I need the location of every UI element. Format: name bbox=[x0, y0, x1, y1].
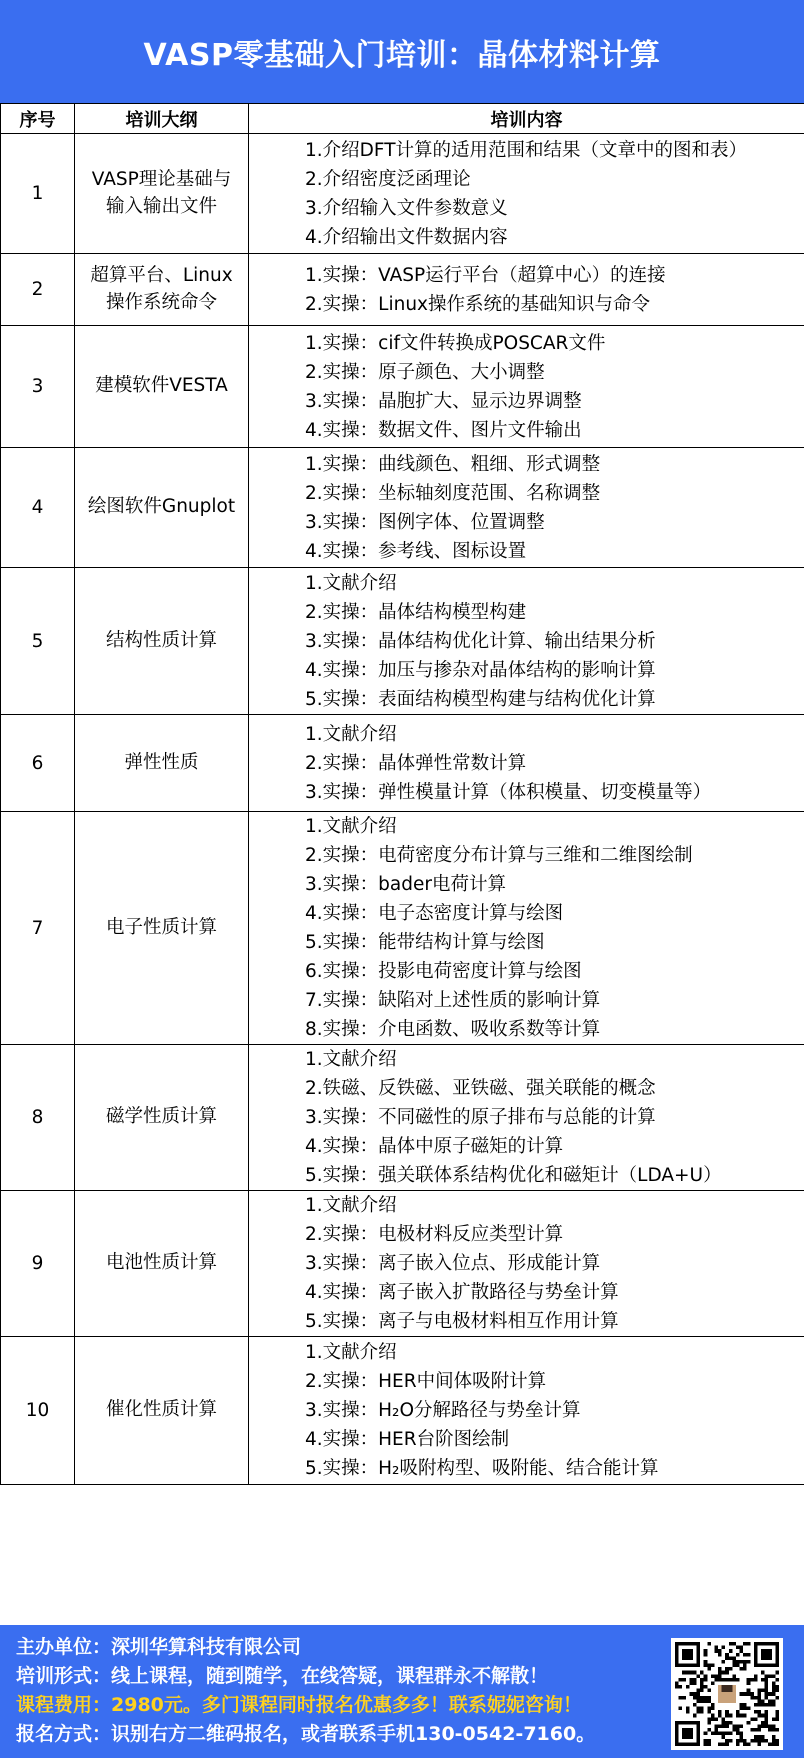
row-content bbox=[249, 1191, 804, 1337]
table-row bbox=[1, 1191, 804, 1337]
content-item: 2.实操：坐标轴刻度范围、名称调整 bbox=[305, 482, 601, 504]
table-row bbox=[1, 1337, 804, 1485]
row-topic bbox=[75, 448, 249, 568]
topic-line: 建模软件VESTA bbox=[95, 375, 228, 397]
topic-line: 绘图软件Gnuplot bbox=[87, 496, 236, 518]
content-item: 3.实操：图例字体、位置调整 bbox=[305, 511, 545, 533]
content-item: 1.文献介绍 bbox=[305, 816, 397, 837]
row-content bbox=[249, 134, 804, 254]
content-item: 2.实操：原子颜色、大小调整 bbox=[305, 361, 545, 383]
content-item: 4.实操：数据文件、图片文件输出 bbox=[305, 419, 582, 441]
topic-line: 结构性质计算 bbox=[105, 629, 217, 651]
format-text: 培训形式：线上课程，随到随学，在线答疑，课程群永不解散！ bbox=[16, 1665, 549, 1687]
content-item: 3.实操：不同磁性的原子排布与总能的计算 bbox=[305, 1107, 656, 1128]
content-item: 5.实操：能带结构计算与绘图 bbox=[305, 932, 545, 953]
content-item: 2.实操：Linux操作系统的基础知识与命令 bbox=[305, 293, 650, 315]
content-item: 5.实操：H₂吸附构型、吸附能、结合能计算 bbox=[305, 1458, 659, 1479]
content-item: 1.实操：cif文件转换成POSCAR文件 bbox=[305, 332, 606, 354]
training-outline-table bbox=[0, 103, 804, 1485]
row-number: 5 bbox=[1, 568, 75, 715]
page-title: VASP零基础入门培训：晶体材料计算 bbox=[143, 37, 661, 73]
table-row bbox=[1, 134, 804, 254]
topic-line: 超算平台、Linux bbox=[90, 264, 233, 286]
content-item: 1.文献介绍 bbox=[305, 723, 397, 745]
topic-line: 磁学性质计算 bbox=[105, 1106, 217, 1128]
row-number: 10 bbox=[1, 1337, 75, 1485]
row-number: 7 bbox=[1, 812, 75, 1045]
organizer-text: 主办单位：深圳华算科技有限公司 bbox=[16, 1636, 302, 1658]
table-row bbox=[1, 254, 804, 326]
content-item: 4.介绍输出文件数据内容 bbox=[305, 226, 508, 248]
content-item: 4.实操：离子嵌入扩散路径与势垒计算 bbox=[305, 1282, 619, 1303]
topic-line: 操作系统命令 bbox=[105, 291, 217, 313]
content-item: 4.实操：加压与掺杂对晶体结构的影响计算 bbox=[305, 659, 656, 681]
topic-line: 弹性性质 bbox=[124, 751, 199, 773]
table-row bbox=[1, 448, 804, 568]
header-outline: 培训大纲 bbox=[75, 104, 249, 134]
row-number: 3 bbox=[1, 326, 75, 448]
row-number: 9 bbox=[1, 1191, 75, 1337]
footer-panel bbox=[0, 1625, 804, 1758]
topic-line: VASP理论基础与 bbox=[91, 168, 232, 190]
row-content bbox=[249, 448, 804, 568]
table-row bbox=[1, 1045, 804, 1191]
topic-line: 催化性质计算 bbox=[105, 1399, 217, 1421]
signup-text: 报名方式：识别右方二维码报名，或者联系手机130-0542-7160。 bbox=[16, 1723, 596, 1745]
row-content bbox=[249, 812, 804, 1045]
table-row bbox=[1, 715, 804, 812]
content-item: 2.实操：HER中间体吸附计算 bbox=[305, 1371, 547, 1392]
row-topic bbox=[75, 1337, 249, 1485]
content-item: 1.文献介绍 bbox=[305, 572, 397, 594]
content-item: 1.介绍DFT计算的适用范围和结果（文章中的图和表） bbox=[305, 139, 748, 161]
fee-text: 课程费用：2980元。多门课程同时报名优惠多多！联系妮妮咨询！ bbox=[16, 1694, 582, 1716]
content-item: 3.实操：弹性模量计算（体积模量、切变模量等） bbox=[305, 781, 712, 803]
row-topic bbox=[75, 254, 249, 326]
row-content bbox=[249, 254, 804, 326]
content-item: 2.实操：晶体弹性常数计算 bbox=[305, 752, 527, 774]
content-item: 1.实操：曲线颜色、粗细、形式调整 bbox=[305, 453, 601, 475]
row-number: 4 bbox=[1, 448, 75, 568]
footer-info bbox=[16, 1633, 595, 1749]
content-item: 3.实操：晶体结构优化计算、输出结果分析 bbox=[305, 630, 656, 652]
row-topic bbox=[75, 568, 249, 715]
content-item: 5.实操：表面结构模型构建与结构优化计算 bbox=[305, 688, 656, 710]
page-header bbox=[0, 0, 804, 103]
row-content bbox=[249, 568, 804, 715]
header-content: 培训内容 bbox=[249, 104, 804, 134]
content-item: 2.铁磁、反铁磁、亚铁磁、强关联能的概念 bbox=[305, 1078, 656, 1099]
content-item: 1.实操：VASP运行平台（超算中心）的连接 bbox=[305, 264, 666, 286]
content-item: 5.实操：强关联体系结构优化和磁矩计（LDA+U） bbox=[305, 1165, 722, 1186]
content-item: 1.文献介绍 bbox=[305, 1195, 397, 1216]
row-content bbox=[249, 715, 804, 812]
content-item: 6.实操：投影电荷密度计算与绘图 bbox=[305, 961, 582, 982]
content-item: 2.实操：晶体结构模型构建 bbox=[305, 601, 527, 623]
row-number: 2 bbox=[1, 254, 75, 326]
table-header-row bbox=[1, 104, 804, 134]
topic-line: 输入输出文件 bbox=[105, 195, 217, 217]
content-item: 2.实操：电荷密度分布计算与三维和二维图绘制 bbox=[305, 845, 693, 866]
topic-line: 电池性质计算 bbox=[105, 1252, 217, 1274]
content-item: 1.文献介绍 bbox=[305, 1049, 397, 1070]
content-item: 2.介绍密度泛函理论 bbox=[305, 168, 471, 190]
table-row bbox=[1, 326, 804, 448]
row-number: 6 bbox=[1, 715, 75, 812]
row-number: 1 bbox=[1, 134, 75, 254]
content-item: 1.文献介绍 bbox=[305, 1342, 397, 1363]
content-item: 4.实操：晶体中原子磁矩的计算 bbox=[305, 1136, 564, 1157]
content-item: 3.实操：晶胞扩大、显示边界调整 bbox=[305, 390, 582, 412]
table-row bbox=[1, 812, 804, 1045]
row-topic bbox=[75, 1191, 249, 1337]
content-item: 5.实操：离子与电极材料相互作用计算 bbox=[305, 1311, 619, 1332]
content-item: 2.实操：电极材料反应类型计算 bbox=[305, 1224, 564, 1245]
content-item: 3.介绍输入文件参数意义 bbox=[305, 197, 508, 219]
content-item: 3.实操：bader电荷计算 bbox=[305, 874, 506, 895]
content-item: 3.实操：离子嵌入位点、形成能计算 bbox=[305, 1253, 601, 1274]
row-topic bbox=[75, 1045, 249, 1191]
row-content bbox=[249, 1045, 804, 1191]
content-item: 7.实操：缺陷对上述性质的影响计算 bbox=[305, 990, 601, 1011]
row-topic bbox=[75, 812, 249, 1045]
content-item: 8.实操：介电函数、吸收系数等计算 bbox=[305, 1019, 601, 1040]
qr-code-icon[interactable] bbox=[671, 1638, 783, 1750]
table-row bbox=[1, 568, 804, 715]
content-item: 3.实操：H₂O分解路径与势垒计算 bbox=[305, 1400, 581, 1421]
row-number: 8 bbox=[1, 1045, 75, 1191]
content-item: 4.实操：HER台阶图绘制 bbox=[305, 1429, 510, 1450]
row-topic bbox=[75, 134, 249, 254]
row-topic bbox=[75, 715, 249, 812]
row-topic bbox=[75, 326, 249, 448]
content-item: 4.实操：电子态密度计算与绘图 bbox=[305, 903, 564, 924]
row-content bbox=[249, 326, 804, 448]
topic-line: 电子性质计算 bbox=[105, 916, 217, 938]
row-content bbox=[249, 1337, 804, 1485]
header-number: 序号 bbox=[1, 104, 75, 134]
content-item: 4.实操：参考线、图标设置 bbox=[305, 540, 527, 562]
